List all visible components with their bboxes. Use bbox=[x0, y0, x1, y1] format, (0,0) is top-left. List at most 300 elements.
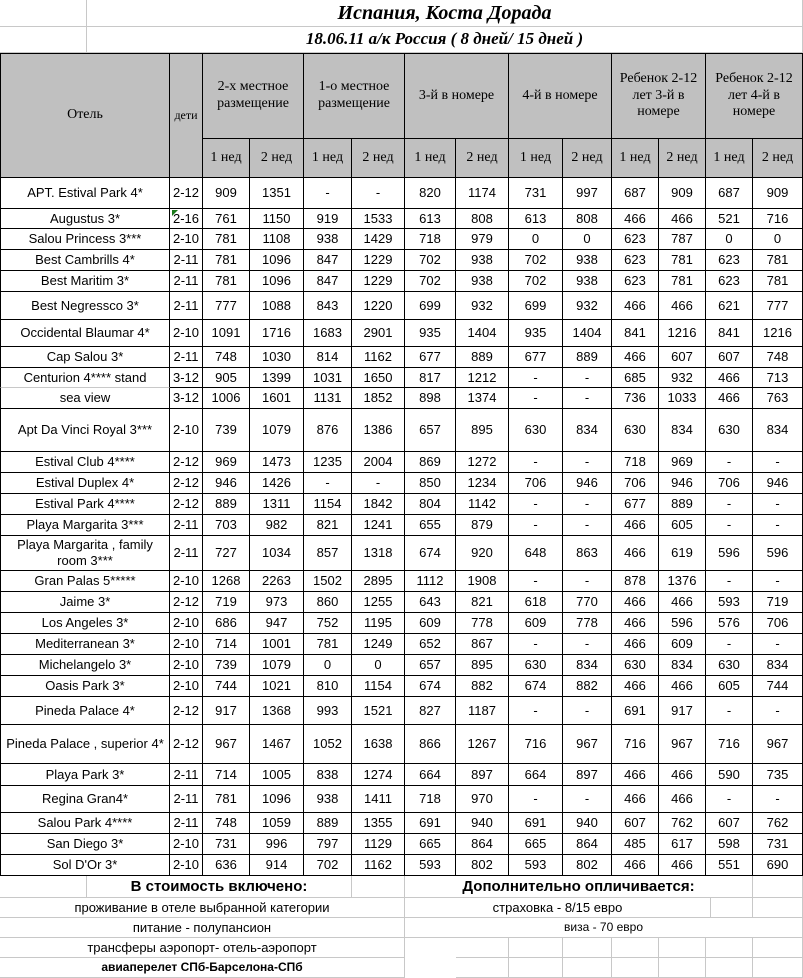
price-cell[interactable]: 466 bbox=[612, 209, 659, 229]
price-cell[interactable]: 1272 bbox=[456, 452, 509, 473]
blank-cell[interactable] bbox=[753, 898, 803, 918]
hotel-name[interactable]: San Diego 3* bbox=[0, 834, 170, 855]
price-cell[interactable]: 735 bbox=[753, 764, 803, 786]
price-cell[interactable]: 1142 bbox=[456, 494, 509, 515]
price-cell[interactable]: 969 bbox=[659, 452, 706, 473]
price-cell[interactable]: 895 bbox=[456, 409, 509, 452]
price-cell[interactable]: - bbox=[563, 515, 612, 536]
price-cell[interactable]: 687 bbox=[706, 178, 753, 209]
price-cell[interactable]: 748 bbox=[753, 347, 803, 368]
price-cell[interactable]: 702 bbox=[304, 855, 352, 876]
price-cell[interactable]: 834 bbox=[659, 655, 706, 676]
hotel-name[interactable]: Apt Da Vinci Royal 3*** bbox=[0, 409, 170, 452]
price-cell[interactable]: 932 bbox=[659, 368, 706, 388]
price-cell[interactable]: 1842 bbox=[352, 494, 405, 515]
price-cell[interactable]: 1355 bbox=[352, 813, 405, 834]
price-cell[interactable]: 841 bbox=[612, 320, 659, 347]
price-cell[interactable]: 938 bbox=[456, 271, 509, 292]
blank-cell[interactable] bbox=[706, 958, 753, 978]
price-cell[interactable]: 932 bbox=[563, 292, 612, 320]
price-cell[interactable]: 1162 bbox=[352, 347, 405, 368]
price-cell[interactable]: 1162 bbox=[352, 855, 405, 876]
price-cell[interactable]: 882 bbox=[563, 676, 612, 697]
hotel-name[interactable]: Jaime 3* bbox=[0, 592, 170, 613]
price-cell[interactable]: 898 bbox=[405, 388, 456, 409]
price-cell[interactable]: 982 bbox=[250, 515, 304, 536]
price-cell[interactable]: 706 bbox=[706, 473, 753, 494]
children-age[interactable]: 2-10 bbox=[170, 834, 203, 855]
price-cell[interactable]: 657 bbox=[405, 655, 456, 676]
price-cell[interactable]: - bbox=[706, 634, 753, 655]
price-cell[interactable]: 665 bbox=[405, 834, 456, 855]
price-cell[interactable]: 719 bbox=[753, 592, 803, 613]
children-age[interactable]: 2-10 bbox=[170, 571, 203, 592]
hotel-name[interactable]: Estival Duplex 4* bbox=[0, 473, 170, 494]
hotel-name[interactable]: Playa Park 3* bbox=[0, 764, 170, 786]
price-cell[interactable]: 2004 bbox=[352, 452, 405, 473]
hotel-name[interactable]: Estival Club 4**** bbox=[0, 452, 170, 473]
price-cell[interactable]: 781 bbox=[753, 250, 803, 271]
price-cell[interactable]: 1229 bbox=[352, 271, 405, 292]
price-cell[interactable]: 1638 bbox=[352, 725, 405, 764]
price-cell[interactable]: 1216 bbox=[753, 320, 803, 347]
price-cell[interactable]: 618 bbox=[509, 592, 563, 613]
price-cell[interactable]: 466 bbox=[612, 613, 659, 634]
price-cell[interactable]: 909 bbox=[203, 178, 250, 209]
price-cell[interactable]: - bbox=[509, 697, 563, 725]
price-cell[interactable]: 466 bbox=[659, 592, 706, 613]
price-cell[interactable]: 1006 bbox=[203, 388, 250, 409]
price-cell[interactable]: 685 bbox=[612, 368, 659, 388]
price-cell[interactable]: 781 bbox=[203, 250, 250, 271]
children-age[interactable]: 2-12 bbox=[170, 473, 203, 494]
children-age[interactable]: 3-12 bbox=[170, 388, 203, 409]
price-cell[interactable]: 706 bbox=[753, 613, 803, 634]
price-cell[interactable]: 2263 bbox=[250, 571, 304, 592]
price-cell[interactable]: 466 bbox=[706, 388, 753, 409]
price-cell[interactable]: 834 bbox=[753, 655, 803, 676]
price-cell[interactable]: 1229 bbox=[352, 250, 405, 271]
price-cell[interactable]: 847 bbox=[304, 271, 352, 292]
price-cell[interactable]: 593 bbox=[706, 592, 753, 613]
price-cell[interactable]: 466 bbox=[612, 786, 659, 813]
price-cell[interactable]: 834 bbox=[753, 409, 803, 452]
price-cell[interactable]: 869 bbox=[405, 452, 456, 473]
children-age[interactable]: 2-11 bbox=[170, 292, 203, 320]
price-cell[interactable]: 781 bbox=[753, 271, 803, 292]
price-cell[interactable]: 1716 bbox=[250, 320, 304, 347]
price-cell[interactable]: 1034 bbox=[250, 536, 304, 571]
price-cell[interactable]: 1601 bbox=[250, 388, 304, 409]
price-cell[interactable]: 1318 bbox=[352, 536, 405, 571]
price-cell[interactable]: 1429 bbox=[352, 229, 405, 250]
children-age[interactable]: 2-11 bbox=[170, 250, 203, 271]
price-cell[interactable]: 935 bbox=[509, 320, 563, 347]
price-cell[interactable]: 827 bbox=[405, 697, 456, 725]
price-cell[interactable]: 714 bbox=[203, 764, 250, 786]
price-cell[interactable]: 1241 bbox=[352, 515, 405, 536]
price-cell[interactable]: 946 bbox=[203, 473, 250, 494]
price-cell[interactable]: 691 bbox=[509, 813, 563, 834]
price-cell[interactable]: 860 bbox=[304, 592, 352, 613]
children-age[interactable]: 2-10 bbox=[170, 613, 203, 634]
price-cell[interactable]: 841 bbox=[706, 320, 753, 347]
price-cell[interactable]: 919 bbox=[304, 209, 352, 229]
price-cell[interactable]: 630 bbox=[612, 409, 659, 452]
price-cell[interactable]: 808 bbox=[563, 209, 612, 229]
price-cell[interactable]: 1267 bbox=[456, 725, 509, 764]
price-cell[interactable]: - bbox=[706, 786, 753, 813]
price-cell[interactable]: 609 bbox=[509, 613, 563, 634]
price-cell[interactable]: 1650 bbox=[352, 368, 405, 388]
children-age[interactable]: 3-12 bbox=[170, 368, 203, 388]
price-cell[interactable]: 1351 bbox=[250, 178, 304, 209]
price-cell[interactable]: 657 bbox=[405, 409, 456, 452]
price-cell[interactable]: 762 bbox=[659, 813, 706, 834]
price-cell[interactable]: 1374 bbox=[456, 388, 509, 409]
children-age[interactable]: 2-11 bbox=[170, 813, 203, 834]
price-cell[interactable]: - bbox=[509, 786, 563, 813]
children-age[interactable]: 2-11 bbox=[170, 271, 203, 292]
price-cell[interactable]: 466 bbox=[612, 764, 659, 786]
price-cell[interactable]: 817 bbox=[405, 368, 456, 388]
children-age[interactable]: 2-12 bbox=[170, 592, 203, 613]
price-cell[interactable]: 777 bbox=[203, 292, 250, 320]
price-cell[interactable]: 466 bbox=[612, 855, 659, 876]
children-age[interactable]: 2-10 bbox=[170, 634, 203, 655]
price-cell[interactable]: 466 bbox=[659, 292, 706, 320]
hotel-name[interactable]: Regina Gran4* bbox=[0, 786, 170, 813]
price-cell[interactable]: 787 bbox=[659, 229, 706, 250]
price-cell[interactable]: 940 bbox=[563, 813, 612, 834]
price-cell[interactable]: 1108 bbox=[250, 229, 304, 250]
price-cell[interactable]: 748 bbox=[203, 813, 250, 834]
price-cell[interactable]: 630 bbox=[509, 409, 563, 452]
price-cell[interactable]: - bbox=[509, 452, 563, 473]
price-cell[interactable]: 762 bbox=[753, 813, 803, 834]
price-cell[interactable]: 674 bbox=[405, 536, 456, 571]
blank-cell[interactable] bbox=[659, 938, 706, 958]
blank-cell[interactable] bbox=[612, 958, 659, 978]
price-cell[interactable]: 0 bbox=[509, 229, 563, 250]
price-cell[interactable]: 630 bbox=[706, 409, 753, 452]
price-cell[interactable]: - bbox=[352, 178, 405, 209]
price-cell[interactable]: 609 bbox=[659, 634, 706, 655]
price-cell[interactable]: - bbox=[563, 494, 612, 515]
price-cell[interactable]: - bbox=[563, 571, 612, 592]
price-cell[interactable]: 630 bbox=[612, 655, 659, 676]
price-cell[interactable]: 1220 bbox=[352, 292, 405, 320]
price-cell[interactable]: 718 bbox=[405, 229, 456, 250]
price-cell[interactable]: - bbox=[753, 494, 803, 515]
hotel-name[interactable]: Salou Park 4**** bbox=[0, 813, 170, 834]
price-cell[interactable]: 946 bbox=[753, 473, 803, 494]
price-cell[interactable]: - bbox=[563, 452, 612, 473]
children-age[interactable]: 2-11 bbox=[170, 536, 203, 571]
price-cell[interactable]: 1212 bbox=[456, 368, 509, 388]
price-cell[interactable]: 744 bbox=[203, 676, 250, 697]
price-cell[interactable]: 993 bbox=[304, 697, 352, 725]
price-cell[interactable]: - bbox=[563, 634, 612, 655]
price-cell[interactable]: 0 bbox=[304, 655, 352, 676]
price-cell[interactable]: 1001 bbox=[250, 634, 304, 655]
price-cell[interactable]: - bbox=[753, 571, 803, 592]
price-cell[interactable]: 889 bbox=[203, 494, 250, 515]
hotel-name[interactable]: Best Cambrills 4* bbox=[0, 250, 170, 271]
price-cell[interactable]: 808 bbox=[456, 209, 509, 229]
blank-cell[interactable] bbox=[509, 938, 563, 958]
hotel-name[interactable]: Playa Margarita , family room 3*** bbox=[0, 536, 170, 571]
price-cell[interactable]: 0 bbox=[706, 229, 753, 250]
price-cell[interactable]: 889 bbox=[456, 347, 509, 368]
price-cell[interactable]: 876 bbox=[304, 409, 352, 452]
price-cell[interactable]: 973 bbox=[250, 592, 304, 613]
hotel-name[interactable]: Augustus 3* bbox=[0, 209, 170, 229]
price-cell[interactable]: 935 bbox=[405, 320, 456, 347]
price-cell[interactable]: 967 bbox=[203, 725, 250, 764]
price-cell[interactable]: 1088 bbox=[250, 292, 304, 320]
price-cell[interactable]: 1154 bbox=[352, 676, 405, 697]
price-cell[interactable]: 731 bbox=[753, 834, 803, 855]
price-cell[interactable]: 623 bbox=[612, 271, 659, 292]
children-age[interactable]: 2-12 bbox=[170, 494, 203, 515]
price-cell[interactable]: 834 bbox=[563, 655, 612, 676]
price-cell[interactable]: 714 bbox=[203, 634, 250, 655]
price-cell[interactable]: 761 bbox=[203, 209, 250, 229]
price-cell[interactable]: 778 bbox=[563, 613, 612, 634]
price-cell[interactable]: 1052 bbox=[304, 725, 352, 764]
price-cell[interactable]: 1386 bbox=[352, 409, 405, 452]
price-cell[interactable]: 781 bbox=[304, 634, 352, 655]
price-cell[interactable]: 917 bbox=[203, 697, 250, 725]
price-cell[interactable]: 1404 bbox=[456, 320, 509, 347]
hotel-name[interactable]: Best Maritim 3* bbox=[0, 271, 170, 292]
price-cell[interactable]: - bbox=[706, 494, 753, 515]
hotel-name[interactable]: Playa Margarita 3*** bbox=[0, 515, 170, 536]
hotel-name[interactable]: APT. Estival Park 4* bbox=[0, 178, 170, 209]
price-cell[interactable]: 864 bbox=[456, 834, 509, 855]
price-cell[interactable]: 821 bbox=[304, 515, 352, 536]
children-age[interactable]: 2-12 bbox=[170, 452, 203, 473]
price-cell[interactable]: 1502 bbox=[304, 571, 352, 592]
blank-cell[interactable] bbox=[0, 27, 87, 53]
price-cell[interactable]: 1399 bbox=[250, 368, 304, 388]
price-cell[interactable]: 466 bbox=[612, 515, 659, 536]
blank-cell[interactable] bbox=[711, 898, 753, 918]
price-cell[interactable]: 485 bbox=[612, 834, 659, 855]
price-cell[interactable]: - bbox=[753, 515, 803, 536]
price-cell[interactable]: 838 bbox=[304, 764, 352, 786]
price-cell[interactable]: 643 bbox=[405, 592, 456, 613]
price-cell[interactable]: - bbox=[509, 388, 563, 409]
price-cell[interactable]: 1112 bbox=[405, 571, 456, 592]
children-age[interactable]: 2-12 bbox=[170, 178, 203, 209]
price-cell[interactable]: 914 bbox=[250, 855, 304, 876]
price-cell[interactable]: - bbox=[563, 697, 612, 725]
price-cell[interactable]: 1311 bbox=[250, 494, 304, 515]
price-cell[interactable]: 652 bbox=[405, 634, 456, 655]
price-cell[interactable]: 920 bbox=[456, 536, 509, 571]
hotel-name[interactable]: Cap Salou 3* bbox=[0, 347, 170, 368]
price-cell[interactable]: 590 bbox=[706, 764, 753, 786]
blank-cell[interactable] bbox=[753, 876, 803, 898]
price-cell[interactable]: 691 bbox=[612, 697, 659, 725]
price-cell[interactable]: 596 bbox=[659, 613, 706, 634]
sheet-subtitle[interactable]: 18.06.11 а/к Россия ( 8 дней/ 15 дней ) bbox=[87, 27, 803, 53]
price-cell[interactable]: 466 bbox=[612, 292, 659, 320]
price-cell[interactable]: 687 bbox=[612, 178, 659, 209]
price-cell[interactable]: 1031 bbox=[304, 368, 352, 388]
blank-cell[interactable] bbox=[352, 876, 405, 898]
price-cell[interactable]: 850 bbox=[405, 473, 456, 494]
price-cell[interactable]: 702 bbox=[509, 250, 563, 271]
price-cell[interactable]: 674 bbox=[509, 676, 563, 697]
price-cell[interactable]: 1195 bbox=[352, 613, 405, 634]
price-cell[interactable]: 778 bbox=[456, 613, 509, 634]
price-cell[interactable]: 1908 bbox=[456, 571, 509, 592]
price-cell[interactable]: 1216 bbox=[659, 320, 706, 347]
price-cell[interactable]: 748 bbox=[203, 347, 250, 368]
children-age[interactable]: 2-11 bbox=[170, 764, 203, 786]
price-cell[interactable]: 1033 bbox=[659, 388, 706, 409]
price-cell[interactable]: 1234 bbox=[456, 473, 509, 494]
price-cell[interactable]: 821 bbox=[456, 592, 509, 613]
children-age[interactable]: 2-10 bbox=[170, 655, 203, 676]
price-cell[interactable]: - bbox=[509, 515, 563, 536]
price-cell[interactable]: - bbox=[706, 571, 753, 592]
price-cell[interactable]: - bbox=[352, 473, 405, 494]
children-age[interactable]: 2-10 bbox=[170, 855, 203, 876]
price-cell[interactable]: 1249 bbox=[352, 634, 405, 655]
hotel-name[interactable]: Mediterranean 3* bbox=[0, 634, 170, 655]
price-cell[interactable]: 932 bbox=[456, 292, 509, 320]
price-cell[interactable]: 739 bbox=[203, 409, 250, 452]
price-cell[interactable]: 1235 bbox=[304, 452, 352, 473]
children-age[interactable]: 2-16 bbox=[170, 209, 203, 229]
price-cell[interactable]: 889 bbox=[563, 347, 612, 368]
price-cell[interactable]: 739 bbox=[203, 655, 250, 676]
price-cell[interactable]: 969 bbox=[203, 452, 250, 473]
price-cell[interactable]: 946 bbox=[659, 473, 706, 494]
hotel-name[interactable]: Pineda Palace 4* bbox=[0, 697, 170, 725]
price-cell[interactable]: 702 bbox=[405, 250, 456, 271]
price-cell[interactable]: - bbox=[706, 697, 753, 725]
price-cell[interactable]: 895 bbox=[456, 655, 509, 676]
price-cell[interactable]: - bbox=[706, 515, 753, 536]
price-cell[interactable]: - bbox=[563, 786, 612, 813]
blank-cell[interactable] bbox=[753, 958, 803, 978]
price-cell[interactable]: 1079 bbox=[250, 655, 304, 676]
price-cell[interactable]: 576 bbox=[706, 613, 753, 634]
price-cell[interactable]: 617 bbox=[659, 834, 706, 855]
price-cell[interactable]: 897 bbox=[563, 764, 612, 786]
price-cell[interactable]: 917 bbox=[659, 697, 706, 725]
hotel-name[interactable]: Michelangelo 3* bbox=[0, 655, 170, 676]
price-cell[interactable]: 718 bbox=[405, 786, 456, 813]
price-cell[interactable]: - bbox=[753, 697, 803, 725]
price-cell[interactable]: 691 bbox=[405, 813, 456, 834]
sheet-title[interactable]: Испания, Коста Дорада bbox=[87, 0, 803, 27]
price-cell[interactable]: 938 bbox=[304, 229, 352, 250]
price-cell[interactable]: 466 bbox=[659, 855, 706, 876]
hotel-name[interactable]: Salou Princess 3*** bbox=[0, 229, 170, 250]
price-cell[interactable]: - bbox=[753, 786, 803, 813]
price-cell[interactable]: 1079 bbox=[250, 409, 304, 452]
price-cell[interactable]: 763 bbox=[753, 388, 803, 409]
price-cell[interactable]: 967 bbox=[659, 725, 706, 764]
price-cell[interactable]: 1683 bbox=[304, 320, 352, 347]
blank-cell[interactable] bbox=[0, 876, 87, 898]
price-cell[interactable]: 864 bbox=[563, 834, 612, 855]
price-cell[interactable]: 593 bbox=[405, 855, 456, 876]
price-cell[interactable]: 744 bbox=[753, 676, 803, 697]
blank-cell[interactable] bbox=[0, 0, 87, 27]
price-cell[interactable]: 979 bbox=[456, 229, 509, 250]
price-cell[interactable]: 1852 bbox=[352, 388, 405, 409]
price-cell[interactable]: 466 bbox=[706, 368, 753, 388]
children-age[interactable]: 2-12 bbox=[170, 697, 203, 725]
price-cell[interactable]: 655 bbox=[405, 515, 456, 536]
price-cell[interactable]: 867 bbox=[456, 634, 509, 655]
blank-cell[interactable] bbox=[456, 938, 509, 958]
price-cell[interactable]: 834 bbox=[563, 409, 612, 452]
price-cell[interactable]: 810 bbox=[304, 676, 352, 697]
price-cell[interactable]: - bbox=[753, 452, 803, 473]
price-cell[interactable]: 686 bbox=[203, 613, 250, 634]
price-cell[interactable]: 777 bbox=[753, 292, 803, 320]
price-cell[interactable]: 466 bbox=[612, 634, 659, 655]
price-cell[interactable]: 699 bbox=[405, 292, 456, 320]
hotel-name[interactable]: Sol D'Or 3* bbox=[0, 855, 170, 876]
price-cell[interactable]: 770 bbox=[563, 592, 612, 613]
price-cell[interactable]: 1030 bbox=[250, 347, 304, 368]
price-cell[interactable]: 946 bbox=[563, 473, 612, 494]
price-cell[interactable]: 466 bbox=[659, 764, 706, 786]
price-cell[interactable]: 630 bbox=[706, 655, 753, 676]
price-cell[interactable]: 607 bbox=[612, 813, 659, 834]
price-cell[interactable]: 731 bbox=[203, 834, 250, 855]
price-cell[interactable]: 713 bbox=[753, 368, 803, 388]
price-cell[interactable]: - bbox=[563, 388, 612, 409]
price-cell[interactable]: 879 bbox=[456, 515, 509, 536]
price-cell[interactable]: 1187 bbox=[456, 697, 509, 725]
price-cell[interactable]: 802 bbox=[563, 855, 612, 876]
price-cell[interactable]: - bbox=[753, 634, 803, 655]
price-cell[interactable]: 466 bbox=[659, 676, 706, 697]
price-cell[interactable]: 1154 bbox=[304, 494, 352, 515]
price-cell[interactable]: 1404 bbox=[563, 320, 612, 347]
price-cell[interactable]: 905 bbox=[203, 368, 250, 388]
price-cell[interactable]: 1129 bbox=[352, 834, 405, 855]
price-cell[interactable]: 677 bbox=[612, 494, 659, 515]
price-cell[interactable]: 466 bbox=[612, 676, 659, 697]
price-cell[interactable]: 706 bbox=[509, 473, 563, 494]
price-cell[interactable]: 690 bbox=[753, 855, 803, 876]
hotel-name[interactable]: Estival Park 4**** bbox=[0, 494, 170, 515]
children-age[interactable]: 2-10 bbox=[170, 676, 203, 697]
price-cell[interactable]: 797 bbox=[304, 834, 352, 855]
price-cell[interactable]: 0 bbox=[753, 229, 803, 250]
price-cell[interactable]: 940 bbox=[456, 813, 509, 834]
price-cell[interactable]: 702 bbox=[405, 271, 456, 292]
price-cell[interactable]: - bbox=[563, 368, 612, 388]
blank-cell[interactable] bbox=[563, 958, 612, 978]
price-cell[interactable]: 619 bbox=[659, 536, 706, 571]
price-cell[interactable]: - bbox=[509, 571, 563, 592]
price-cell[interactable]: 598 bbox=[706, 834, 753, 855]
price-cell[interactable]: 1021 bbox=[250, 676, 304, 697]
price-cell[interactable]: 621 bbox=[706, 292, 753, 320]
